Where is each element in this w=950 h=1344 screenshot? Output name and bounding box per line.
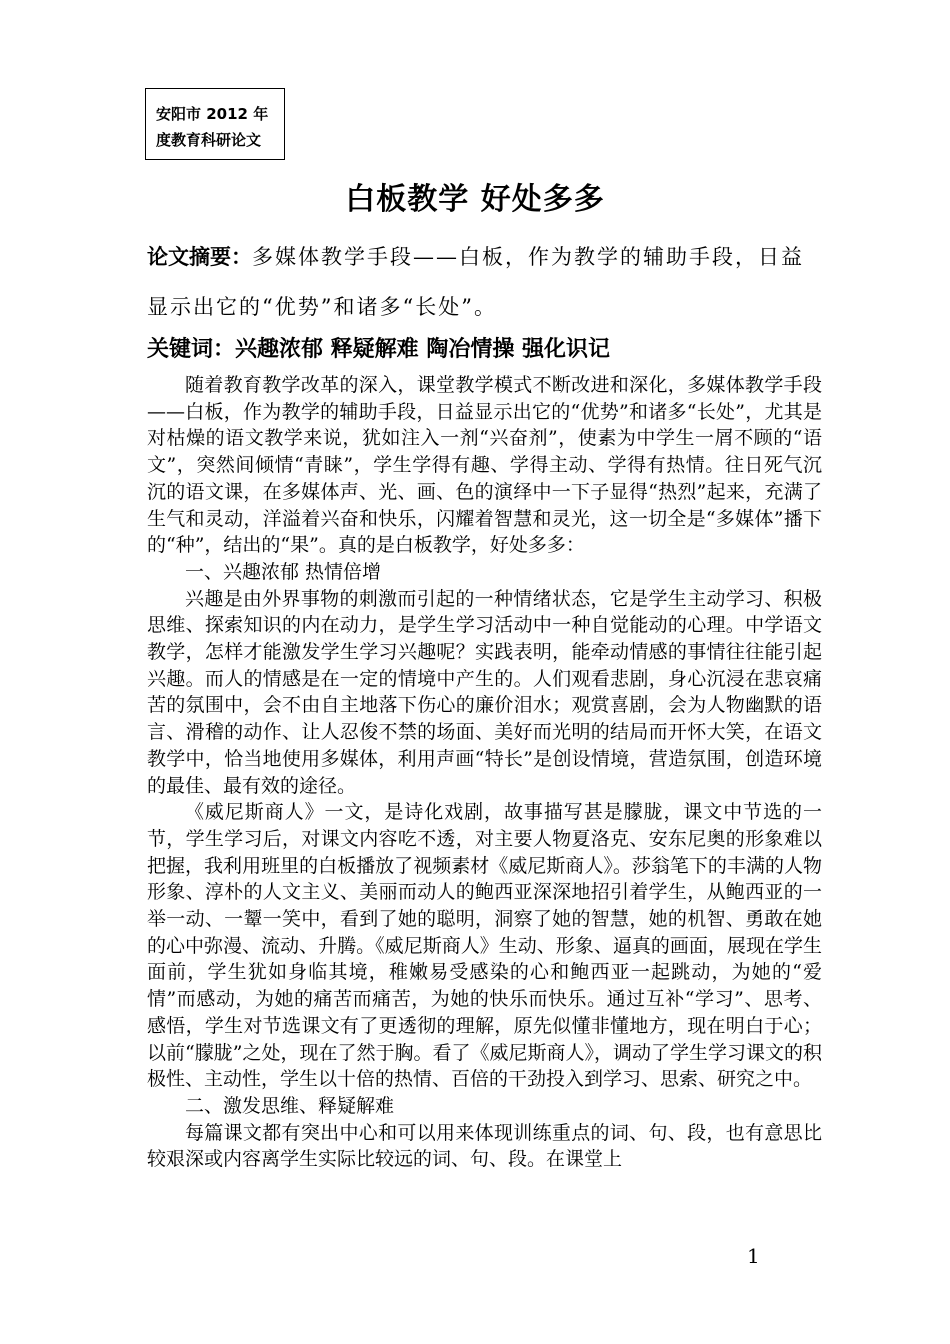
category-label-line2: 度教育科研论文	[156, 131, 262, 149]
paragraph-thinking: 每篇课文都有突出中心和可以用来体现训练重点的词、句、段，也有意思比较艰深或内容离学生实际比较远的词、句、段。在课堂上	[147, 1121, 822, 1171]
section-heading-1: 一、兴趣浓郁 热情倍增	[185, 560, 382, 583]
category-label-box	[145, 88, 285, 160]
paragraph-interest: 兴趣是由外界事物的刺激而引起的一种情绪状态，它是学生主动学习、积极思维、探索知识的内在动力，是学生学习活动中一种自觉能动的心理。中学语文教学，怎样才能激发学生学习兴趣呢？实践表明，能牵动情感的事情往往能引起兴趣。而人的情感是在一定的情境中产生的。人们观看悲剧，身心沉浸在悲哀痛苦的氛围中，会不由自主地落下伤心的廉价泪水；观赏喜剧，会为人物幽默的语言、滑稽的动作、让人忍俊不禁的场面、美好而光明的结局而开怀大笑，在语文教学中，恰当地使用多媒体，利用声画“特长”是创设情境，营造氛围，创造环境的最佳、最有效的途径。	[147, 587, 822, 797]
paragraph-intro: 随着教育教学改革的深入，课堂教学模式不断改进和深化，多媒体教学手段——白板，作为教学的辅助手段，日益显示出它的“优势”和诸多“长处”，尤其是对枯燥的语文教学来说，犹如注入一剂“兴奋剂”，使素为中学生一屑不顾的“语文”，突然间倾情“青睐”，学生学得有趣、学得主动、学得有热情。往日死气沉沉的语文课，在多媒体声、光、画、色的演绎中一下子显得“热烈”起来，充满了生气和灵动，洋溢着兴奋和快乐，闪耀着智慧和灵光，这一切全是“多媒体”播下的“种”，结出的“果”。真的是白板教学，好处多多：	[147, 374, 822, 557]
page-number: 1	[747, 1244, 760, 1268]
section-heading-2: 二、激发思维、释疑解难	[185, 1094, 395, 1117]
paper-title: 白板教学 好处多多	[345, 182, 605, 217]
abstract-label: 论文摘要：	[147, 245, 252, 269]
body-text	[147, 372, 822, 1173]
category-label-line1: 安阳市 2012 年	[156, 105, 269, 123]
keywords: 关键词：兴趣浓郁 释疑解难 陶冶情操 强化识记	[147, 337, 610, 362]
abstract-text: 多媒体教学手段——白板，作为教学的辅助手段，日益显示出它的“优势”和诸多“长处”。	[147, 245, 804, 319]
paragraph-merchant-of-venice: 《威尼斯商人》一文，是诗化戏剧，故事描写甚是朦胧，课文中节选的一节，学生学习后，对课文内容吃不透，对主要人物夏洛克、安东尼奥的形象难以把握，我利用班里的白板播放了视频素材《威尼斯商人》。莎翁笔下的丰满的人物形象、淳朴的人文主义、美丽而动人的鲍西亚深深地招引着学生，从鲍西亚的一举一动、一颦一笑中，看到了她的聪明，洞察了她的智慧，她的机智、勇敢在她的心中弥漫、流动、升腾。《威尼斯商人》生动、形象、逼真的画面，展现在学生面前，学生犹如身临其境，稚嫩易受感染的心和鲍西亚一起跳动，为她的“爱情”而感动，为她的痛苦而痛苦，为她的快乐而快乐。通过互补“学习”、思考、感悟，学生对节选课文有了更透彻的理解，原先似懂非懂地方，现在明白于心；以前“朦胧”之处，现在了然于胸。看了《威尼斯商人》，调动了学生学习课文的积极性、主动性，学生以十倍的热情、百倍的干劲投入到学习、思索、研究之中。	[147, 801, 822, 1091]
abstract	[147, 232, 807, 332]
